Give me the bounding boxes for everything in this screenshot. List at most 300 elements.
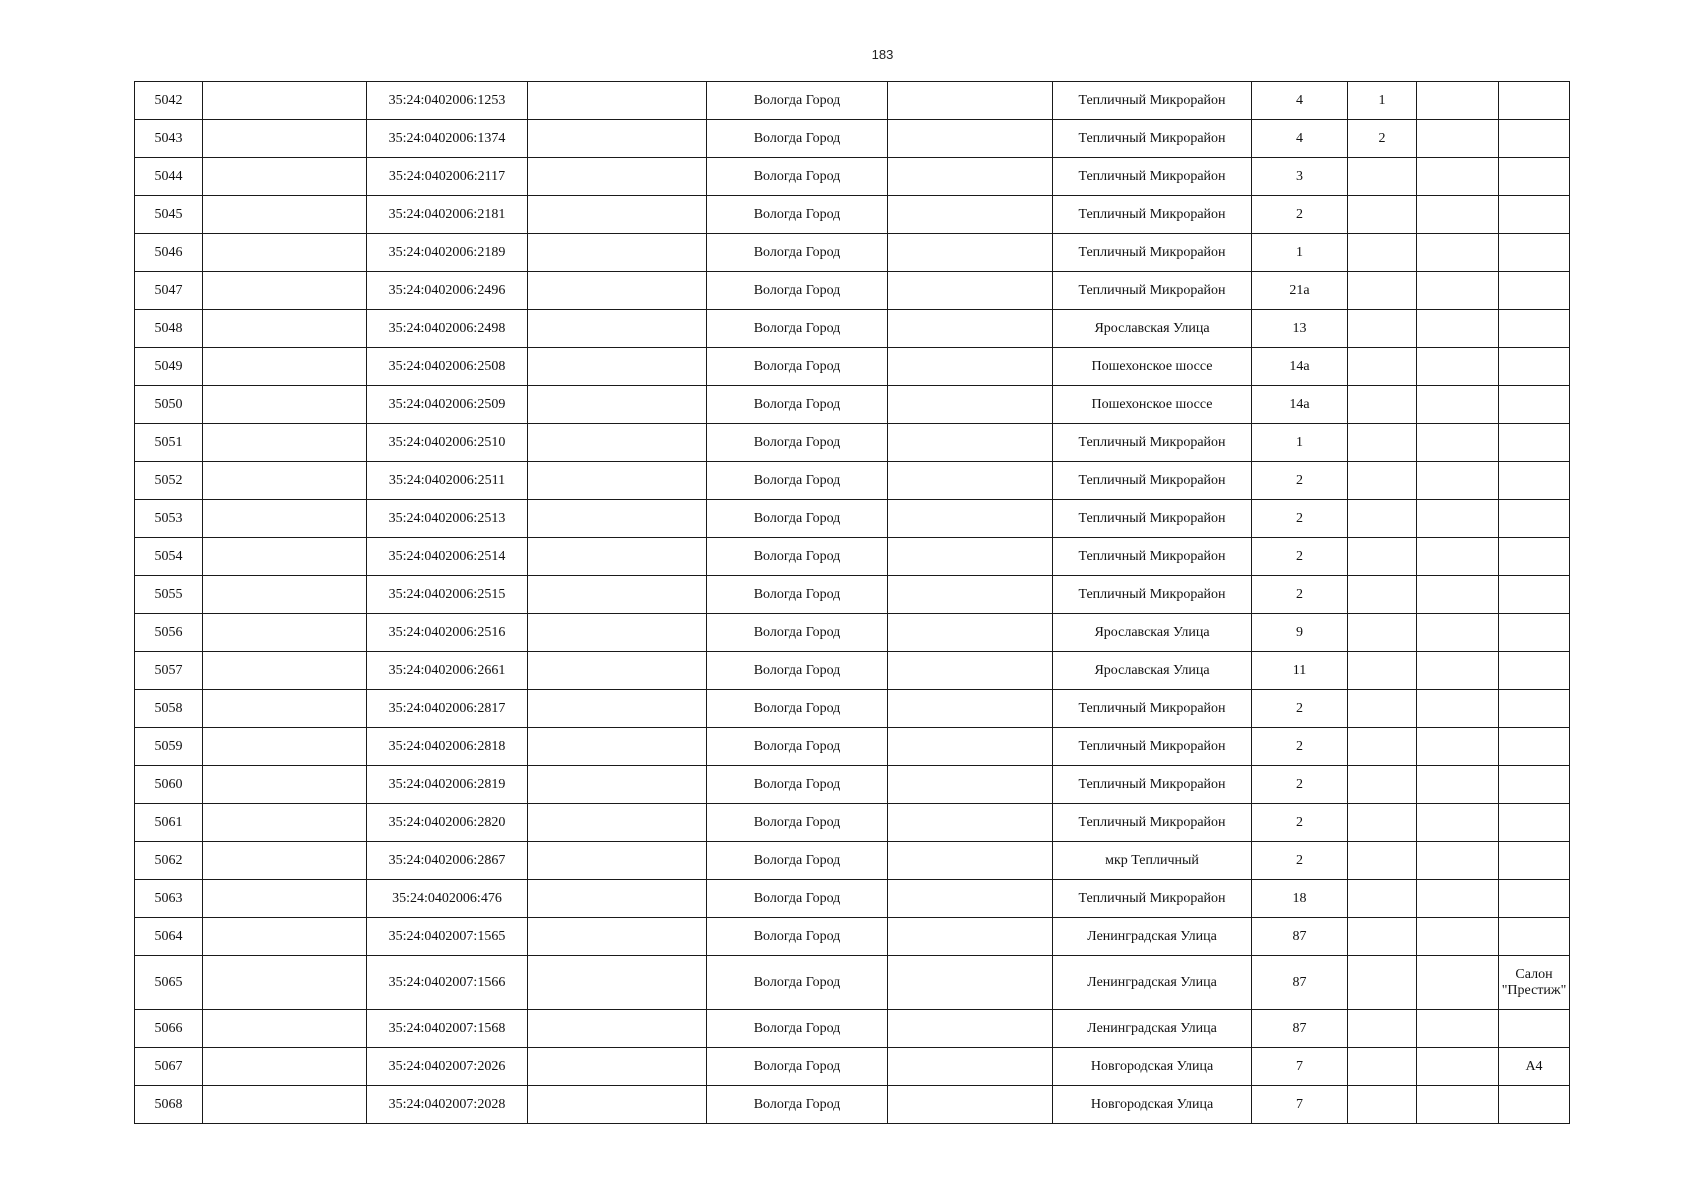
house-number-cell: 2 <box>1252 500 1348 538</box>
cadastral-number-cell: 35:24:0402007:1565 <box>367 918 528 956</box>
building-number-cell <box>1348 728 1417 766</box>
table-row <box>135 272 1570 310</box>
empty-cell <box>528 956 707 1010</box>
empty-cell <box>888 424 1053 462</box>
house-number-cell: 2 <box>1252 462 1348 500</box>
note-cell <box>1499 462 1570 500</box>
empty-cell <box>888 766 1053 804</box>
house-number-cell: 9 <box>1252 614 1348 652</box>
page-number: 183 <box>871 47 894 62</box>
table-row <box>135 1048 1570 1086</box>
cadastral-number-cell: 35:24:0402006:2514 <box>367 538 528 576</box>
note-cell <box>1499 690 1570 728</box>
building-number-cell <box>1348 804 1417 842</box>
city-cell: Вологда Город <box>707 462 888 500</box>
building-number-cell <box>1348 538 1417 576</box>
street-cell: Тепличный Микрорайон <box>1053 120 1252 158</box>
table-row <box>135 880 1570 918</box>
empty-cell <box>888 462 1053 500</box>
empty-cell <box>528 576 707 614</box>
building-number-cell <box>1348 1086 1417 1124</box>
empty-cell <box>888 842 1053 880</box>
empty-cell <box>203 1086 367 1124</box>
row-number-cell: 5067 <box>135 1048 203 1086</box>
house-number-cell: 14а <box>1252 386 1348 424</box>
street-cell: Тепличный Микрорайон <box>1053 880 1252 918</box>
empty-cell <box>1417 120 1499 158</box>
house-number-cell: 14а <box>1252 348 1348 386</box>
empty-cell <box>1417 1048 1499 1086</box>
empty-cell <box>1417 728 1499 766</box>
table-row <box>135 424 1570 462</box>
empty-cell <box>1417 956 1499 1010</box>
empty-cell <box>203 766 367 804</box>
note-cell <box>1499 120 1570 158</box>
empty-cell <box>203 272 367 310</box>
cadastral-number-cell: 35:24:0402006:2117 <box>367 158 528 196</box>
table-row <box>135 652 1570 690</box>
cadastral-number-cell: 35:24:0402006:2181 <box>367 196 528 234</box>
note-cell <box>1499 424 1570 462</box>
building-number-cell <box>1348 918 1417 956</box>
table-row <box>135 842 1570 880</box>
building-number-cell <box>1348 462 1417 500</box>
empty-cell <box>888 690 1053 728</box>
empty-cell <box>528 614 707 652</box>
row-number-cell: 5048 <box>135 310 203 348</box>
street-cell: мкр Тепличный <box>1053 842 1252 880</box>
row-number-cell: 5043 <box>135 120 203 158</box>
street-cell: Ярославская Улица <box>1053 614 1252 652</box>
city-cell: Вологда Город <box>707 1086 888 1124</box>
note-cell <box>1499 1086 1570 1124</box>
empty-cell <box>203 196 367 234</box>
empty-cell <box>1417 576 1499 614</box>
empty-cell <box>203 500 367 538</box>
empty-cell <box>528 310 707 348</box>
street-cell: Тепличный Микрорайон <box>1053 576 1252 614</box>
table-row <box>135 804 1570 842</box>
row-number-cell: 5065 <box>135 956 203 1010</box>
house-number-cell: 11 <box>1252 652 1348 690</box>
note-cell: А4 <box>1499 1048 1570 1086</box>
cadastral-number-cell: 35:24:0402007:2028 <box>367 1086 528 1124</box>
street-cell: Тепличный Микрорайон <box>1053 82 1252 120</box>
table-row <box>135 310 1570 348</box>
empty-cell <box>888 804 1053 842</box>
empty-cell <box>888 956 1053 1010</box>
note-cell <box>1499 1010 1570 1048</box>
city-cell: Вологда Город <box>707 880 888 918</box>
street-cell: Ленинградская Улица <box>1053 1010 1252 1048</box>
building-number-cell <box>1348 348 1417 386</box>
empty-cell <box>888 82 1053 120</box>
building-number-cell <box>1348 690 1417 728</box>
empty-cell <box>528 766 707 804</box>
empty-cell <box>528 1010 707 1048</box>
city-cell: Вологда Город <box>707 272 888 310</box>
note-cell <box>1499 728 1570 766</box>
house-number-cell: 2 <box>1252 196 1348 234</box>
street-cell: Ярославская Улица <box>1053 310 1252 348</box>
empty-cell <box>1417 386 1499 424</box>
empty-cell <box>528 500 707 538</box>
row-number-cell: 5060 <box>135 766 203 804</box>
city-cell: Вологда Город <box>707 120 888 158</box>
city-cell: Вологда Город <box>707 158 888 196</box>
row-number-cell: 5061 <box>135 804 203 842</box>
street-cell: Тепличный Микрорайон <box>1053 804 1252 842</box>
address-register-table <box>134 81 1570 1124</box>
empty-cell <box>888 348 1053 386</box>
city-cell: Вологда Город <box>707 766 888 804</box>
street-cell: Тепличный Микрорайон <box>1053 766 1252 804</box>
empty-cell <box>1417 348 1499 386</box>
empty-cell <box>203 576 367 614</box>
building-number-cell <box>1348 766 1417 804</box>
empty-cell <box>888 310 1053 348</box>
house-number-cell: 87 <box>1252 918 1348 956</box>
note-cell <box>1499 272 1570 310</box>
cadastral-number-cell: 35:24:0402006:2515 <box>367 576 528 614</box>
empty-cell <box>203 424 367 462</box>
note-cell <box>1499 614 1570 652</box>
row-number-cell: 5050 <box>135 386 203 424</box>
building-number-cell <box>1348 1010 1417 1048</box>
street-cell: Тепличный Микрорайон <box>1053 728 1252 766</box>
city-cell: Вологда Город <box>707 82 888 120</box>
empty-cell <box>888 576 1053 614</box>
row-number-cell: 5068 <box>135 1086 203 1124</box>
empty-cell <box>888 880 1053 918</box>
empty-cell <box>1417 842 1499 880</box>
house-number-cell: 13 <box>1252 310 1348 348</box>
empty-cell <box>203 348 367 386</box>
city-cell: Вологда Город <box>707 538 888 576</box>
table-body <box>135 82 1570 1124</box>
city-cell: Вологда Город <box>707 310 888 348</box>
building-number-cell <box>1348 652 1417 690</box>
empty-cell <box>203 1048 367 1086</box>
note-cell <box>1499 386 1570 424</box>
empty-cell <box>1417 310 1499 348</box>
empty-cell <box>203 880 367 918</box>
empty-cell <box>203 310 367 348</box>
empty-cell <box>528 1086 707 1124</box>
building-number-cell <box>1348 196 1417 234</box>
cadastral-number-cell: 35:24:0402006:2511 <box>367 462 528 500</box>
empty-cell <box>888 120 1053 158</box>
note-cell <box>1499 196 1570 234</box>
table-row <box>135 538 1570 576</box>
empty-cell <box>1417 766 1499 804</box>
empty-cell <box>888 1048 1053 1086</box>
street-cell: Тепличный Микрорайон <box>1053 196 1252 234</box>
street-cell: Тепличный Микрорайон <box>1053 158 1252 196</box>
cadastral-number-cell: 35:24:0402006:2513 <box>367 500 528 538</box>
street-cell: Тепличный Микрорайон <box>1053 690 1252 728</box>
street-cell: Тепличный Микрорайон <box>1053 234 1252 272</box>
city-cell: Вологда Город <box>707 1048 888 1086</box>
row-number-cell: 5044 <box>135 158 203 196</box>
row-number-cell: 5059 <box>135 728 203 766</box>
row-number-cell: 5066 <box>135 1010 203 1048</box>
cadastral-number-cell: 35:24:0402007:1568 <box>367 1010 528 1048</box>
row-number-cell: 5051 <box>135 424 203 462</box>
cadastral-number-cell: 35:24:0402006:2819 <box>367 766 528 804</box>
building-number-cell: 2 <box>1348 120 1417 158</box>
empty-cell <box>1417 234 1499 272</box>
table-row <box>135 1086 1570 1124</box>
note-cell <box>1499 880 1570 918</box>
row-number-cell: 5047 <box>135 272 203 310</box>
city-cell: Вологда Город <box>707 500 888 538</box>
table-row <box>135 1010 1570 1048</box>
city-cell: Вологда Город <box>707 728 888 766</box>
empty-cell <box>1417 424 1499 462</box>
empty-cell <box>888 1086 1053 1124</box>
empty-cell <box>1417 158 1499 196</box>
row-number-cell: 5052 <box>135 462 203 500</box>
empty-cell <box>528 196 707 234</box>
table-row <box>135 82 1570 120</box>
empty-cell <box>528 804 707 842</box>
cadastral-number-cell: 35:24:0402006:2661 <box>367 652 528 690</box>
empty-cell <box>1417 804 1499 842</box>
table-row <box>135 348 1570 386</box>
building-number-cell <box>1348 424 1417 462</box>
note-cell <box>1499 842 1570 880</box>
house-number-cell: 3 <box>1252 158 1348 196</box>
building-number-cell <box>1348 842 1417 880</box>
note-cell: Салон "Престиж" <box>1499 956 1570 1010</box>
note-cell <box>1499 652 1570 690</box>
row-number-cell: 5064 <box>135 918 203 956</box>
empty-cell <box>888 386 1053 424</box>
building-number-cell: 1 <box>1348 82 1417 120</box>
street-cell: Тепличный Микрорайон <box>1053 272 1252 310</box>
house-number-cell: 2 <box>1252 766 1348 804</box>
city-cell: Вологда Город <box>707 956 888 1010</box>
building-number-cell <box>1348 614 1417 652</box>
building-number-cell <box>1348 234 1417 272</box>
empty-cell <box>528 348 707 386</box>
city-cell: Вологда Город <box>707 614 888 652</box>
empty-cell <box>1417 196 1499 234</box>
empty-cell <box>528 158 707 196</box>
house-number-cell: 87 <box>1252 956 1348 1010</box>
city-cell: Вологда Город <box>707 690 888 728</box>
empty-cell <box>528 82 707 120</box>
table-row <box>135 500 1570 538</box>
city-cell: Вологда Город <box>707 348 888 386</box>
city-cell: Вологда Город <box>707 842 888 880</box>
building-number-cell <box>1348 310 1417 348</box>
cadastral-number-cell: 35:24:0402006:2510 <box>367 424 528 462</box>
house-number-cell: 2 <box>1252 690 1348 728</box>
empty-cell <box>528 918 707 956</box>
empty-cell <box>888 234 1053 272</box>
house-number-cell: 2 <box>1252 538 1348 576</box>
cadastral-number-cell: 35:24:0402006:2498 <box>367 310 528 348</box>
empty-cell <box>203 82 367 120</box>
house-number-cell: 1 <box>1252 424 1348 462</box>
empty-cell <box>528 234 707 272</box>
note-cell <box>1499 500 1570 538</box>
empty-cell <box>203 614 367 652</box>
building-number-cell <box>1348 386 1417 424</box>
note-cell <box>1499 310 1570 348</box>
empty-cell <box>888 1010 1053 1048</box>
street-cell: Тепличный Микрорайон <box>1053 500 1252 538</box>
empty-cell <box>1417 82 1499 120</box>
note-cell <box>1499 576 1570 614</box>
row-number-cell: 5046 <box>135 234 203 272</box>
building-number-cell <box>1348 500 1417 538</box>
empty-cell <box>203 652 367 690</box>
table-row <box>135 158 1570 196</box>
empty-cell <box>528 880 707 918</box>
empty-cell <box>888 652 1053 690</box>
house-number-cell: 18 <box>1252 880 1348 918</box>
building-number-cell <box>1348 956 1417 1010</box>
empty-cell <box>203 728 367 766</box>
table-row <box>135 196 1570 234</box>
note-cell <box>1499 804 1570 842</box>
city-cell: Вологда Город <box>707 918 888 956</box>
building-number-cell <box>1348 1048 1417 1086</box>
table-row <box>135 690 1570 728</box>
street-cell: Тепличный Микрорайон <box>1053 538 1252 576</box>
street-cell: Новгородская Улица <box>1053 1048 1252 1086</box>
house-number-cell: 7 <box>1252 1086 1348 1124</box>
empty-cell <box>528 1048 707 1086</box>
empty-cell <box>528 386 707 424</box>
note-cell <box>1499 234 1570 272</box>
empty-cell <box>203 158 367 196</box>
empty-cell <box>203 918 367 956</box>
empty-cell <box>1417 652 1499 690</box>
empty-cell <box>528 538 707 576</box>
cadastral-number-cell: 35:24:0402006:1253 <box>367 82 528 120</box>
house-number-cell: 2 <box>1252 576 1348 614</box>
street-cell: Ярославская Улица <box>1053 652 1252 690</box>
house-number-cell: 2 <box>1252 728 1348 766</box>
note-cell <box>1499 348 1570 386</box>
row-number-cell: 5058 <box>135 690 203 728</box>
empty-cell <box>888 272 1053 310</box>
house-number-cell: 87 <box>1252 1010 1348 1048</box>
empty-cell <box>1417 462 1499 500</box>
empty-cell <box>1417 918 1499 956</box>
empty-cell <box>528 842 707 880</box>
city-cell: Вологда Город <box>707 386 888 424</box>
street-cell: Ленинградская Улица <box>1053 956 1252 1010</box>
street-cell: Тепличный Микрорайон <box>1053 462 1252 500</box>
table-row <box>135 766 1570 804</box>
city-cell: Вологда Город <box>707 234 888 272</box>
row-number-cell: 5063 <box>135 880 203 918</box>
empty-cell <box>888 918 1053 956</box>
empty-cell <box>1417 614 1499 652</box>
empty-cell <box>528 652 707 690</box>
empty-cell <box>888 538 1053 576</box>
table-row <box>135 956 1570 1010</box>
row-number-cell: 5042 <box>135 82 203 120</box>
cadastral-number-cell: 35:24:0402006:2818 <box>367 728 528 766</box>
cadastral-number-cell: 35:24:0402006:2867 <box>367 842 528 880</box>
cadastral-number-cell: 35:24:0402006:2817 <box>367 690 528 728</box>
house-number-cell: 2 <box>1252 842 1348 880</box>
building-number-cell <box>1348 272 1417 310</box>
row-number-cell: 5049 <box>135 348 203 386</box>
row-number-cell: 5056 <box>135 614 203 652</box>
street-cell: Тепличный Микрорайон <box>1053 424 1252 462</box>
table-row <box>135 234 1570 272</box>
cadastral-number-cell: 35:24:0402007:2026 <box>367 1048 528 1086</box>
house-number-cell: 4 <box>1252 82 1348 120</box>
empty-cell <box>888 500 1053 538</box>
house-number-cell: 4 <box>1252 120 1348 158</box>
street-cell: Ленинградская Улица <box>1053 918 1252 956</box>
row-number-cell: 5054 <box>135 538 203 576</box>
empty-cell <box>203 956 367 1010</box>
city-cell: Вологда Город <box>707 424 888 462</box>
empty-cell <box>528 272 707 310</box>
row-number-cell: 5053 <box>135 500 203 538</box>
house-number-cell: 1 <box>1252 234 1348 272</box>
table-row <box>135 576 1570 614</box>
note-cell <box>1499 538 1570 576</box>
table-row <box>135 120 1570 158</box>
cadastral-number-cell: 35:24:0402006:2516 <box>367 614 528 652</box>
empty-cell <box>1417 500 1499 538</box>
empty-cell <box>1417 1086 1499 1124</box>
empty-cell <box>203 462 367 500</box>
empty-cell <box>888 728 1053 766</box>
table-row <box>135 462 1570 500</box>
cadastral-number-cell: 35:24:0402006:2496 <box>367 272 528 310</box>
empty-cell <box>203 386 367 424</box>
empty-cell <box>888 196 1053 234</box>
empty-cell <box>203 1010 367 1048</box>
city-cell: Вологда Город <box>707 576 888 614</box>
table-row <box>135 614 1570 652</box>
empty-cell <box>203 690 367 728</box>
empty-cell <box>203 804 367 842</box>
empty-cell <box>528 424 707 462</box>
house-number-cell: 2 <box>1252 804 1348 842</box>
cadastral-number-cell: 35:24:0402006:2508 <box>367 348 528 386</box>
empty-cell <box>203 234 367 272</box>
empty-cell <box>528 462 707 500</box>
city-cell: Вологда Город <box>707 652 888 690</box>
empty-cell <box>1417 1010 1499 1048</box>
house-number-cell: 7 <box>1252 1048 1348 1086</box>
row-number-cell: 5045 <box>135 196 203 234</box>
row-number-cell: 5057 <box>135 652 203 690</box>
city-cell: Вологда Город <box>707 804 888 842</box>
row-number-cell: 5062 <box>135 842 203 880</box>
empty-cell <box>1417 690 1499 728</box>
table-row <box>135 918 1570 956</box>
cadastral-number-cell: 35:24:0402006:2820 <box>367 804 528 842</box>
empty-cell <box>888 614 1053 652</box>
row-number-cell: 5055 <box>135 576 203 614</box>
street-cell: Пошехонское шоссе <box>1053 386 1252 424</box>
note-cell <box>1499 158 1570 196</box>
city-cell: Вологда Город <box>707 196 888 234</box>
